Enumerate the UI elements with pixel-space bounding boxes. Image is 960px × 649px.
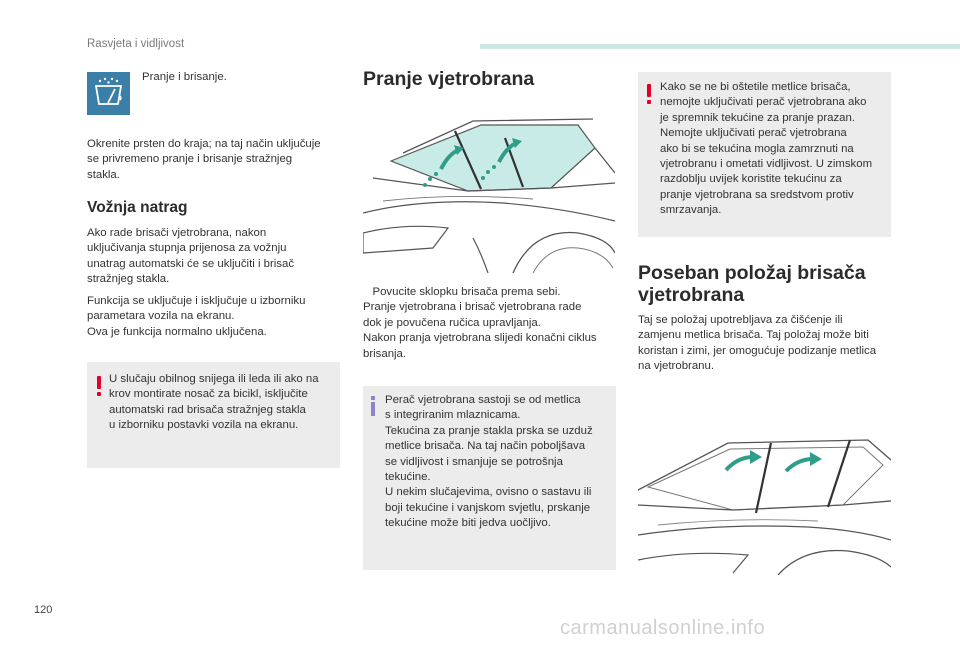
rear-wiper-warning-text: U slučaju obilnog snijega ili leda ili ako na krov montirate nosač za bicikl, isključite automatski rad brisača stražnjeg stakla u izborniku postavki vozila na ekranu. (109, 373, 319, 432)
special-position-text: Taj se položaj upotrebljava za čišćenje ili zamjenu metlica brisača. Taj položaj može biti koristan i zimi, jer omogućuje podizanje metlica na vjetrobranu. (638, 314, 877, 373)
reverse-text: Ako rade brisači vjetrobrana, nakon uključivanja stupnja prijenosa za vožnju unatrag automatski će se uključiti i brisač stražnjeg stakla. (87, 227, 295, 286)
reverse-heading: Vožnja natrag (87, 199, 188, 216)
icon-caption: Pranje i brisanje. (142, 71, 227, 83)
rear-wash-intro: Okrenite prsten do kraja; na taj način uključuje se privremeno pranje i brisanje stražnjeg stakla. (87, 138, 321, 181)
special-position-heading: Poseban položaj brisača vjetrobrana (638, 262, 866, 306)
rear-wiper-warning-box (87, 362, 340, 468)
washer-info-box (363, 386, 616, 570)
section-accent-bar (480, 44, 960, 49)
function-text: Funkcija se uključuje i isključuje u izborniku parametara vozila na ekranu. Ova je funkcija normalno uključena. (87, 295, 306, 338)
windscreen-wash-text: Povucite sklopku brisača prema sebi. Pranje vjetrobrana i brisač vjetrobrana rade dok je povučena ručica upravljanja. Nakon pranja vjetrobrana slijedi konačni ciklus brisanja. (363, 286, 597, 360)
wash-wipe-icon (87, 72, 130, 115)
wiper-service-position-illustration (638, 435, 891, 575)
washer-warning-text: Kako se ne bi oštetile metlice brisača, nemojte uključivati perač vjetrobrana ako je spremnik tekućine za pranje prazan. Nemojte uključivati perač vjetrobrana ako bi se tekućina mogla zamrznuti na vjetrobranu i ometati vidljivost. U zimskom razdoblju uvijek koristite tekućinu za pranje vjetrobrana sa sredstvom protiv smrzavanja. (660, 81, 873, 217)
washer-warning-box (638, 72, 891, 237)
watermark: carmanualsonline.info (560, 617, 766, 639)
washer-info-text: Perač vjetrobrana sastoji se od metlica s integriranim mlaznicama. Tekućina za pranje stakla prska se uzduž metlice brisača. Na taj način poboljšava se vidljivost i smanjuje se potrošnja tekućine. U nekim slučajevima, ovisno o sastavu ili boji tekućine i vanjskom svjetlu, prskanje tekućine može biti jedva uočljivo. (385, 394, 593, 530)
page-number: 120 (34, 604, 53, 616)
windscreen-wash-heading: Pranje vjetrobrana (363, 68, 535, 90)
windscreen-wash-illustration (363, 103, 615, 273)
section-title: Rasvjeta i vidljivost (87, 38, 185, 50)
